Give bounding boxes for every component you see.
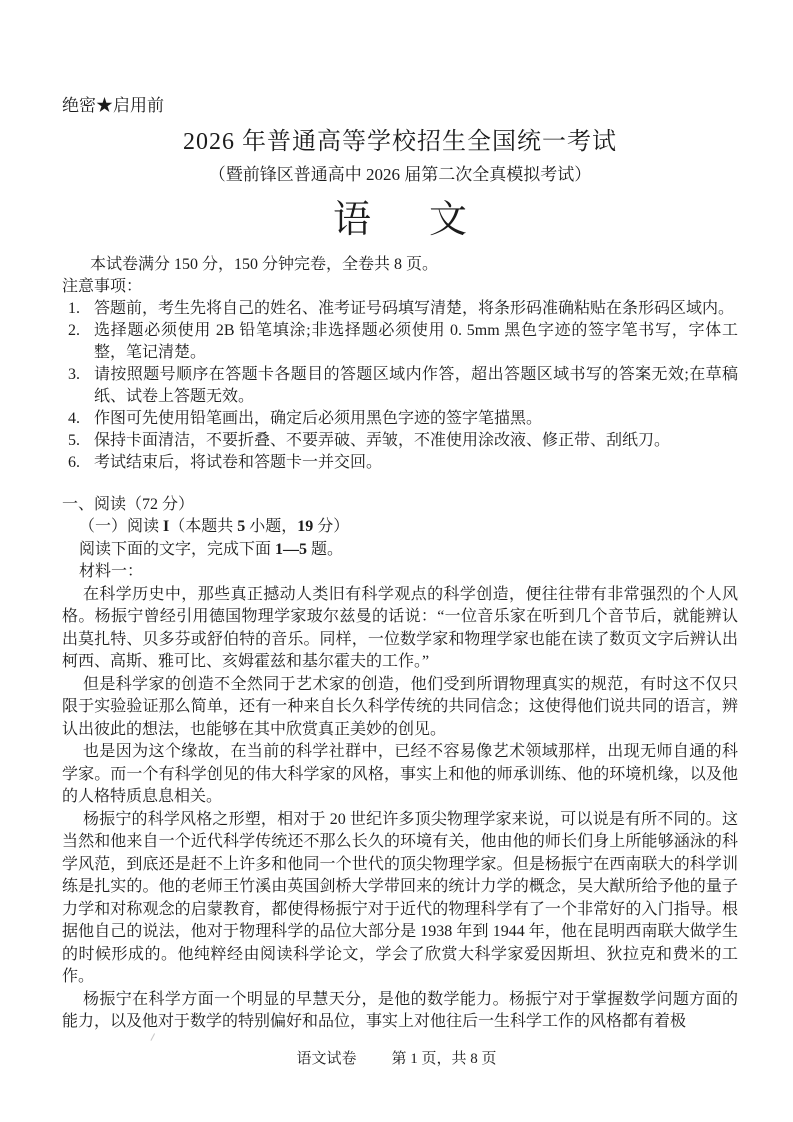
- passage-paragraph: 在科学历史中，那些真正撼动人类旧有科学观点的科学创造，便往往带有非常强烈的个人风格。杨振宁曾经引用德国物理学家玻尔兹曼的话说：“一位音乐家在听到几个音节后，就能辨认出莫扎特、贝多芬或舒伯特的音乐。同样，一位数学家和物理学家也能在读了数页文字后辨认出柯西、高斯、雅可比、亥姆霍兹和基尔霍夫的工作。”: [62, 585, 738, 670]
- note-text: 答题前，考生先将自己的姓名、准考证号码填写清楚，将条形码准确粘贴在条形码区域内。: [94, 300, 735, 317]
- material-one-label: 材料一：: [79, 563, 144, 580]
- note-text: 作图可先使用铅笔画出，确定后必须用黑色字迹的签字笔描黑。: [94, 410, 543, 427]
- note-number: 1.: [68, 300, 80, 317]
- note-item: [62, 452, 738, 474]
- note-text: 保持卡面清洁，不要折叠、不要弄破、弄皱，不准使用涂改液、修正带、刮纸刀。: [94, 432, 671, 449]
- note-number: 5.: [68, 432, 80, 449]
- subsection-heading-reading-1: （一）阅读 I（本题共 5 小题，19 分）: [79, 518, 350, 535]
- note-item: [62, 408, 738, 430]
- exam-title: 2026 年普通高等学校招生全国统一考试: [183, 129, 617, 155]
- note-item: [62, 430, 738, 452]
- notes-heading: 注意事项：: [62, 278, 143, 295]
- footer-doc-label: 语文试卷: [296, 1051, 357, 1067]
- footer-page-label: 第 1 页，共 8 页: [391, 1051, 497, 1067]
- subject-title: [62, 195, 738, 245]
- passage-paragraph: 杨振宁在科学方面一个明显的早慧天分，是他的数学能力。杨振宁对于掌握数学问题方面的能力，以及他对于数学的特别偏好和品位，事实上对他往后一生科学工作的风格都有着极: [62, 990, 738, 1030]
- note-number: 2.: [68, 322, 80, 339]
- page-footer: [0, 1050, 793, 1068]
- notes-list: [62, 298, 738, 474]
- note-item: [62, 320, 738, 364]
- reading-passage: [62, 584, 738, 1034]
- passage-paragraph: 杨振宁的科学风格之形塑，相对于 20 世纪许多顶尖物理学家来说，可以说是有所不同的。这当然和他来自一个近代科学传统还不那么长久的环境有关，他由他的师长们身上所能够涵泳的科学风范，到底还是赶不上许多和他同一个世代的顶尖物理学家。但是杨振宁在西南联大的科学训练是扎实的。他的老师王竹溪由英国剑桥大学带回来的统计力学的概念，吴大猷所给予他的量子力学和对称观念的启蒙教育，都使得杨振宁对于近代的物理科学有了一个非常好的入门指导。根据他自己的说法，他对于物理科学的品位大部分是 1938 年到 1944 年，他在昆明西南联大做学生的时候形成的。他纯粹经由阅读科学论文，学会了欣赏大科学家爱因斯坦、狄拉克和费米的工作。: [62, 810, 738, 985]
- scan-artifact-mark: [150, 1033, 158, 1042]
- classification-line: 绝密★启用前: [62, 96, 164, 115]
- note-number: 3.: [68, 366, 80, 383]
- reading-instruction: 阅读下面的文字，完成下面 1—5 题。: [79, 540, 344, 558]
- exam-summary: 本试卷满分 150 分，150 分钟完卷，全卷共 8 页。: [90, 256, 439, 273]
- note-text: 考试结束后，将试卷和答题卡一并交回。: [94, 454, 383, 471]
- subject-char-second: 文: [429, 199, 468, 241]
- note-number: 6.: [68, 454, 80, 471]
- subject-char-first: 语: [332, 199, 371, 241]
- exam-subtitle: （暨前锋区普通高中 2026 届第二次全真模拟考试）: [208, 165, 592, 184]
- passage-paragraph: 也是因为这个缘故，在当前的科学社群中，已经不容易像艺术领域那样，出现无师自通的科学家。而一个有科学创见的伟大科学家的风格，事实上和他的师承训练、他的环境机缘，以及他的人格特质息息相关。: [62, 743, 738, 805]
- note-text: 请按照题号顺序在答题卡各题目的答题区域内作答，超出答题区域书写的答案无效;在草稿纸、试卷上答题无效。: [94, 366, 738, 405]
- note-number: 4.: [68, 410, 80, 427]
- note-item: [62, 298, 738, 320]
- passage-paragraph: 但是科学家的创造不全然同于艺术家的创造，他们受到所谓物理真实的规范，有时这不仅只限于实验验证那么简单，还有一种来自长久科学传统的共同信念；这使得他们说共同的语言，辨认出彼此的想法，也能够在其中欣赏真正美妙的创见。: [62, 675, 738, 738]
- section-heading-reading: 一、阅读（72 分）: [62, 496, 195, 513]
- note-item: [62, 364, 738, 408]
- note-text: 选择题必须使用 2B 铅笔填涂;非选择题必须使用 0. 5mm 黑色字迹的签字笔书写，字体工整，笔记清楚。: [94, 322, 738, 361]
